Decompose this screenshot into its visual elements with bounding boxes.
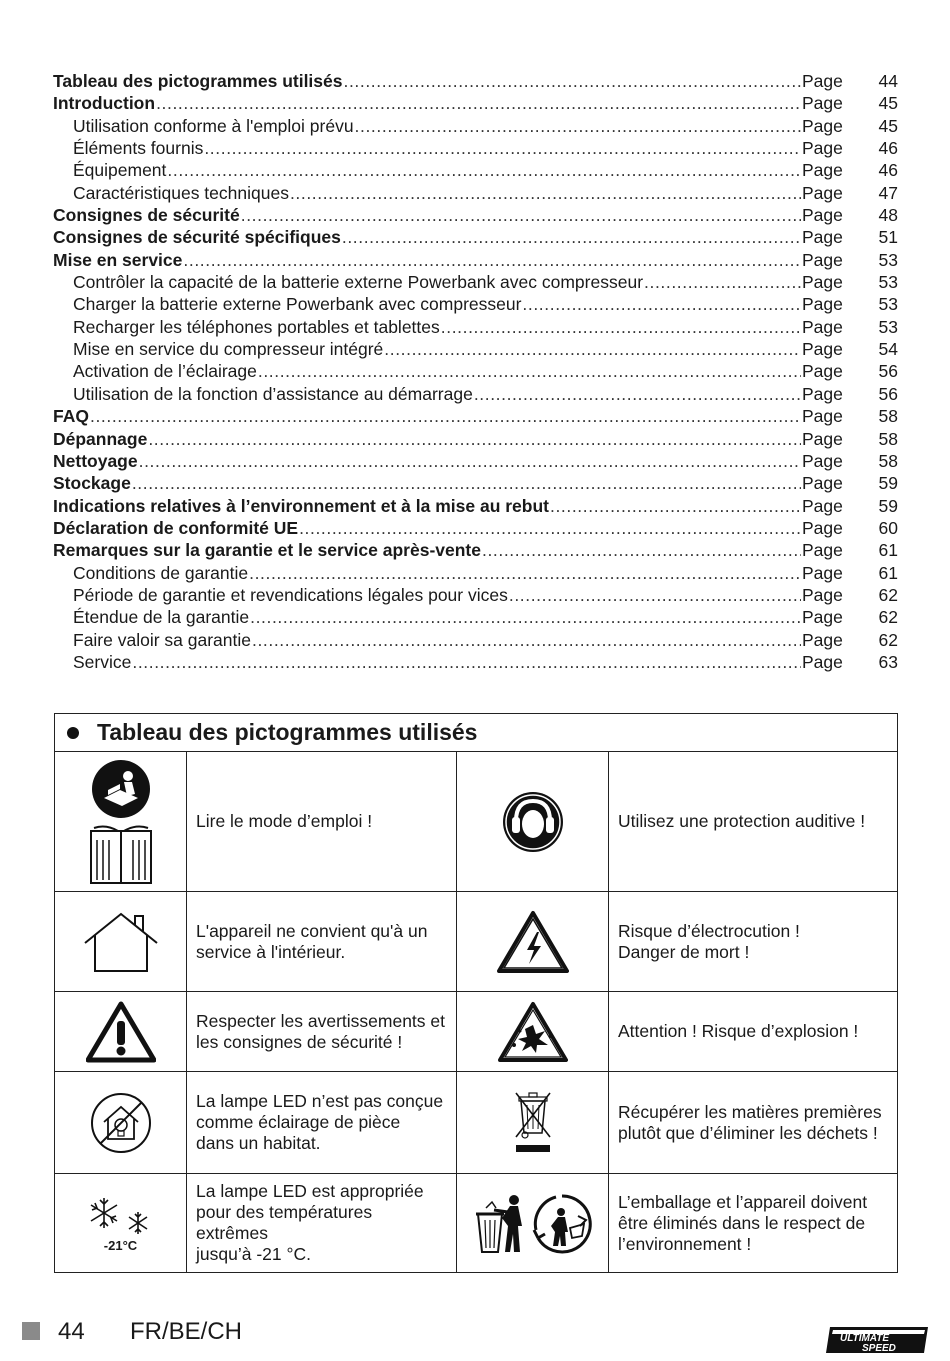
pictogram-description: Attention ! Risque d’explosion ! — [618, 1021, 859, 1041]
toc-page-number: 56 — [878, 361, 898, 382]
toc-leader-dots — [148, 428, 801, 450]
snowflake-cell — [55, 1174, 187, 1272]
ultimate-speed-logo — [826, 1326, 930, 1359]
toc-entry-title: FAQ — [53, 406, 89, 427]
read-manual-icon — [55, 752, 187, 891]
pictogram-description: L'appareil ne convient qu'à un service à l'intérieur. — [187, 892, 457, 991]
toc-leader-dots — [156, 92, 801, 114]
toc-leader-dots — [249, 562, 801, 584]
bullet-icon — [67, 727, 79, 739]
pictogram-description: Utilisez une protection auditive ! — [618, 811, 866, 831]
toc-leader-dots — [139, 450, 801, 472]
electric-shock-warning-icon — [457, 892, 609, 991]
toc-entry-title: Consignes de sécurité — [53, 205, 240, 226]
toc-entry-title: Remarques sur la garantie et le service après-vente — [53, 540, 481, 561]
toc-entry[interactable] — [53, 472, 898, 494]
svg-text:SPEED: SPEED — [862, 1343, 896, 1354]
toc-page-label: Page — [802, 182, 843, 203]
toc-page-number: 56 — [878, 383, 898, 404]
toc-page-number: 61 — [878, 562, 898, 583]
toc-entry[interactable] — [53, 651, 898, 673]
toc-entry-title: Éléments fournis — [73, 138, 204, 159]
toc-page-number: 62 — [878, 584, 898, 605]
toc-page-number: 62 — [878, 607, 898, 628]
toc-page-label: Page — [802, 272, 843, 293]
toc-leader-dots — [252, 629, 801, 651]
toc-entry-title: Tableau des pictogrammes utilisés — [53, 71, 343, 91]
toc-entry[interactable] — [53, 405, 898, 427]
pictogram-row — [55, 992, 897, 1072]
indoor-house-icon — [55, 892, 187, 991]
toc-entry-title: Indications relatives à l’environnement et à la mise au rebut — [53, 495, 549, 516]
toc-entry[interactable] — [53, 517, 898, 539]
toc-leader-dots — [509, 584, 801, 606]
toc-leader-dots — [384, 338, 801, 360]
table-of-contents — [53, 70, 898, 673]
toc-page-label: Page — [802, 607, 843, 628]
toc-page-number: 54 — [878, 339, 898, 360]
toc-page-number: 59 — [878, 473, 898, 494]
toc-page-label: Page — [802, 115, 843, 136]
toc-page-label: Page — [802, 406, 843, 427]
toc-entry[interactable] — [53, 606, 898, 628]
pictogram-row — [55, 892, 897, 992]
pictogram-description: La lampe LED n’est pas conçue comme éclairage de pièce dans un habitat. — [187, 1072, 457, 1173]
toc-page-label: Page — [802, 249, 843, 270]
hearing-protection-icon — [457, 752, 609, 891]
toc-leader-dots — [482, 539, 801, 561]
toc-page-number: 62 — [878, 629, 898, 650]
explosion-warning-icon — [457, 992, 609, 1071]
page-number: 44 — [58, 1318, 85, 1345]
pictogram-description: Risque d’électrocution ! Danger de mort ! — [618, 920, 800, 962]
toc-page-number: 53 — [878, 316, 898, 337]
toc-entry[interactable] — [53, 271, 898, 293]
general-warning-icon — [55, 992, 187, 1071]
footer-marker-square — [22, 1322, 40, 1340]
toc-entry[interactable] — [53, 226, 898, 248]
toc-leader-dots — [474, 383, 801, 405]
pictogram-row — [55, 1174, 897, 1272]
toc-leader-dots — [204, 137, 801, 159]
toc-page-number: 58 — [878, 406, 898, 427]
toc-entry-title: Équipement — [73, 160, 167, 181]
toc-page-label: Page — [802, 205, 843, 226]
toc-page-label: Page — [802, 428, 843, 449]
toc-page-label: Page — [802, 473, 843, 494]
toc-page-number: 59 — [878, 495, 898, 516]
toc-page-label: Page — [802, 495, 843, 516]
toc-entry[interactable] — [53, 360, 898, 382]
toc-entry-title: Utilisation conforme à l'emploi prévu — [73, 115, 354, 136]
toc-page-number: 45 — [878, 93, 898, 114]
toc-entry-title: Recharger les téléphones portables et tablettes — [73, 316, 440, 337]
toc-leader-dots — [183, 249, 801, 271]
pictogram-row — [55, 752, 897, 892]
pictogram-description: Lire le mode d’emploi ! — [187, 752, 457, 891]
toc-leader-dots — [299, 517, 801, 539]
toc-entry[interactable] — [53, 428, 898, 450]
toc-entry-title: Période de garantie et revendications légales pour vices — [73, 584, 508, 605]
toc-page-number: 53 — [878, 272, 898, 293]
toc-page-number: 53 — [878, 249, 898, 270]
toc-page-number: 60 — [878, 517, 898, 538]
toc-page-label: Page — [802, 339, 843, 360]
toc-page-number: 44 — [878, 71, 898, 91]
toc-page-label: Page — [802, 629, 843, 650]
toc-entry-title: Service — [73, 651, 132, 672]
language-code: FR/BE/CH — [130, 1318, 243, 1345]
toc-page-label: Page — [802, 562, 843, 583]
toc-page-label: Page — [802, 294, 843, 315]
toc-page-label: Page — [802, 138, 843, 159]
toc-entry[interactable] — [53, 629, 898, 651]
toc-entry[interactable] — [53, 293, 898, 315]
toc-leader-dots — [167, 159, 801, 181]
toc-entry-title: Déclaration de conformité UE — [53, 517, 299, 538]
toc-page-number: 47 — [878, 182, 898, 203]
toc-page-label: Page — [802, 316, 843, 337]
toc-leader-dots — [258, 360, 801, 382]
toc-page-number: 48 — [878, 205, 898, 226]
toc-page-number: 58 — [878, 450, 898, 471]
pictogram-description: Respecter les avertissements et les consignes de sécurité ! — [187, 992, 457, 1071]
toc-page-number: 61 — [878, 540, 898, 561]
crossed-bin-icon — [457, 1072, 609, 1173]
toc-entry[interactable] — [53, 137, 898, 159]
toc-entry-title: Contrôler la capacité de la batterie externe Powerbank avec compresseur — [73, 272, 644, 293]
toc-page-label: Page — [802, 517, 843, 538]
toc-leader-dots — [250, 606, 801, 628]
toc-page-number: 45 — [878, 115, 898, 136]
toc-page-number: 46 — [878, 160, 898, 181]
toc-leader-dots — [342, 226, 801, 248]
toc-entry[interactable] — [53, 249, 898, 271]
toc-entry[interactable] — [53, 115, 898, 137]
toc-leader-dots — [344, 70, 802, 92]
toc-entry-title: Conditions de garantie — [73, 562, 249, 583]
toc-leader-dots — [132, 651, 801, 673]
toc-page-number: 46 — [878, 138, 898, 159]
toc-entry[interactable] — [53, 70, 898, 92]
pictogram-table-header — [55, 714, 897, 752]
toc-leader-dots — [241, 204, 801, 226]
pictogram-description: L’emballage et l’appareil doivent être éliminés dans le respect de l’environnement ! — [618, 1191, 868, 1254]
toc-leader-dots — [355, 115, 801, 137]
pictogram-table-title: Tableau des pictogrammes utilisés — [97, 719, 478, 745]
toc-entry-title: Utilisation de la fonction d’assistance au démarrage — [73, 383, 473, 404]
toc-entry-title: Activation de l’éclairage — [73, 361, 257, 382]
toc-entry[interactable] — [53, 182, 898, 204]
toc-entry[interactable] — [53, 450, 898, 472]
toc-entry[interactable] — [53, 338, 898, 360]
toc-entry-title: Consignes de sécurité spécifiques — [53, 227, 341, 248]
toc-entry-title: Introduction — [53, 93, 156, 114]
toc-leader-dots — [522, 293, 801, 315]
toc-entry-title: Mise en service — [53, 249, 183, 270]
pictogram-description: Récupérer les matières premières plutôt que d’éliminer les déchets ! — [618, 1101, 882, 1143]
toc-page-label: Page — [802, 540, 843, 561]
toc-entry-title: Nettoyage — [53, 450, 138, 471]
toc-page-number: 53 — [878, 294, 898, 315]
toc-entry[interactable] — [53, 539, 898, 561]
toc-page-label: Page — [802, 450, 843, 471]
toc-page-label: Page — [802, 71, 843, 91]
no-room-lighting-icon — [55, 1072, 187, 1173]
toc-entry-title: Mise en service du compresseur intégré — [73, 339, 384, 360]
toc-entry-title: Charger la batterie externe Powerbank avec compresseur — [73, 294, 522, 315]
toc-entry-title: Stockage — [53, 473, 131, 494]
toc-entry[interactable] — [53, 562, 898, 584]
toc-page-label: Page — [802, 361, 843, 382]
pictogram-row — [55, 1072, 897, 1174]
toc-page-label: Page — [802, 584, 843, 605]
temperature-label: -21°C — [103, 1237, 138, 1253]
toc-page-number: 63 — [878, 651, 898, 672]
toc-entry[interactable] — [53, 495, 898, 517]
toc-page-label: Page — [802, 93, 843, 114]
toc-entry[interactable] — [53, 159, 898, 181]
recycle-disposal-icon — [457, 1174, 609, 1272]
toc-page-label: Page — [802, 160, 843, 181]
toc-leader-dots — [441, 316, 801, 338]
toc-entry-title: Dépannage — [53, 428, 148, 449]
toc-leader-dots — [550, 495, 801, 517]
toc-entry-title: Étendue de la garantie — [73, 607, 250, 628]
toc-page-label: Page — [802, 651, 843, 672]
snowflake-icon — [88, 1194, 154, 1236]
toc-page-label: Page — [802, 227, 843, 248]
toc-page-label: Page — [802, 383, 843, 404]
toc-leader-dots — [90, 405, 801, 427]
pictogram-description: La lampe LED est appropriée pour des températures extrêmes jusqu’à -21 °C. — [187, 1174, 457, 1272]
toc-leader-dots — [290, 182, 801, 204]
toc-entry[interactable] — [53, 204, 898, 226]
toc-entry-title: Faire valoir sa garantie — [73, 629, 251, 650]
toc-entry-title: Caractéristiques techniques — [73, 182, 289, 203]
toc-page-number: 58 — [878, 428, 898, 449]
svg-text:ULTIMATE: ULTIMATE — [840, 1333, 890, 1344]
toc-leader-dots — [644, 271, 801, 293]
toc-leader-dots — [132, 472, 801, 494]
toc-entry[interactable] — [53, 584, 898, 606]
toc-entry[interactable] — [53, 92, 898, 114]
toc-entry[interactable] — [53, 316, 898, 338]
toc-page-number: 51 — [878, 227, 898, 248]
pictogram-table — [54, 713, 898, 1273]
toc-entry[interactable] — [53, 383, 898, 405]
